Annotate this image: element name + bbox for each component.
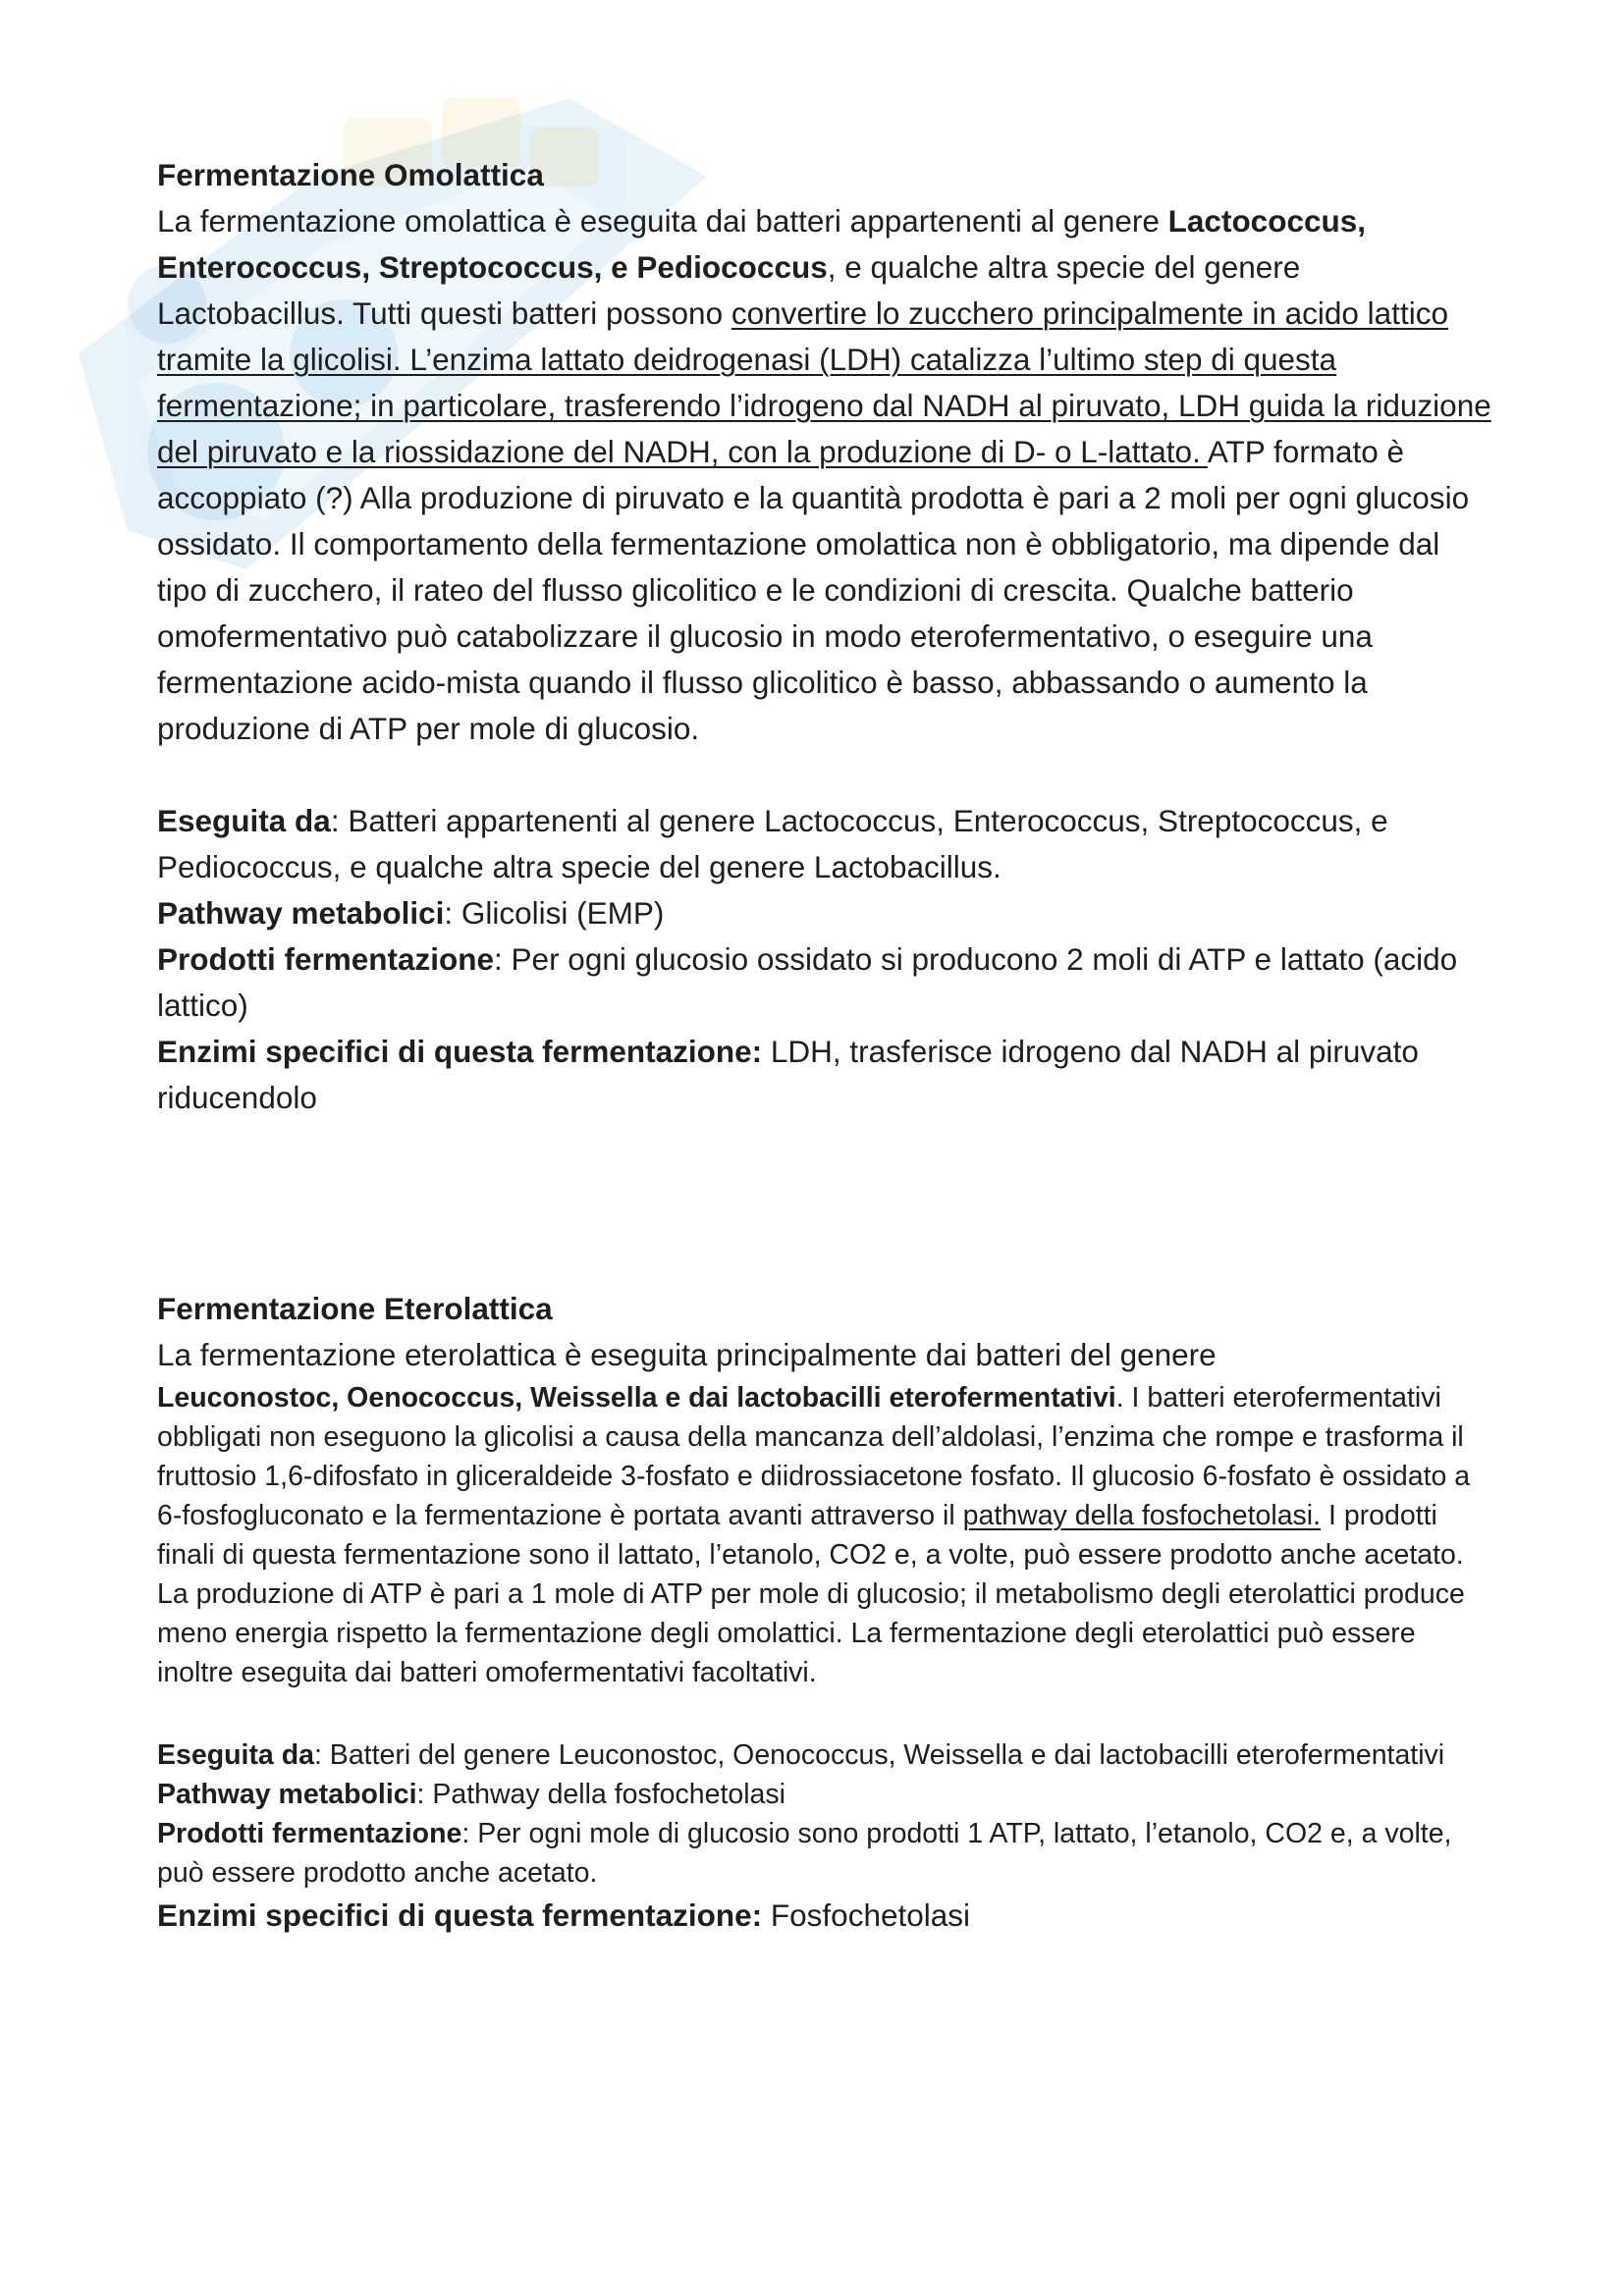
summary-eseguita: Eseguita da: Batteri del genere Leuconostoc, Oenococcus, Weissella e dai lactobacilli eterofermentativi [157,1739,1445,1771]
summary-enzimi: Enzimi specifici di questa fermentazione: Fosfochetolasi [157,1897,971,1933]
body-paragraph-intro: La fermentazione eterolattica è eseguita principalmente dai batteri del genere [157,1337,1217,1372]
summary-pathway: Pathway metabolici: Pathway della fosfochetolasi [157,1779,785,1810]
section-omolattica [157,152,1492,1121]
section-title: Fermentazione Eterolattica [157,1291,553,1326]
underlined-text: convertire lo zucchero principalmente in acido lattico tramite la glicolisi. L’enzima lattato deidrogenasi (LDH) catalizza l’ultimo step di questa fermentazione; in particolare, trasferendo l’idrogeno dal NADH al piruvato, LDH guida la riduzione del piruvato e la riossidazione del NADH, con la produzione di D- o L-lattato. [157,295,1491,469]
body-paragraph: La fermentazione omolattica è eseguita dai batteri appartenenti al genere Lactococcus, Enterococcus, Streptococcus, e Pediococcus, e qualche altra specie del genere Lactobacillus. Tutti questi batteri possono convertire lo zucchero principalmente in acido lattico tramite la glicolisi. L’enzima lattato deidrogenasi (LDH) catalizza l’ultimo step di questa fermentazione; in particolare, trasferendo l’idrogeno dal NADH al piruvato, LDH guida la riduzione del piruvato e la riossidazione del NADH, con la produzione di D- o L-lattato. ATP formato è accoppiato (?) Alla produzione di piruvato e la quantità prodotta è pari a 2 moli per ogni glucosio ossidato. Il comportamento della fermentazione omolattica non è obbligatorio, ma dipende dal tipo di zucchero, il rateo del flusso glicolitico e le condizioni di crescita. Qualche batterio omofermentativo può catabolizzare il glucosio in modo eterofermentativo, o eseguire una fermentazione acido-mista quando il flusso glicolitico è basso, abbassando o aumento la produzione di ATP per mole di glucosio. [157,203,1491,746]
summary-pathway: Pathway metabolici: Glicolisi (EMP) [157,895,665,931]
summary-prodotti: Prodotti fermentazione: Per ogni glucosio ossidato si producono 2 moli di ATP e lattato (acido lattico) [157,941,1458,1023]
underlined-text: pathway della fosfochetolasi. [962,1500,1322,1531]
summary-eseguita: Eseguita da: Batteri appartenenti al genere Lactococcus, Enterococcus, Streptococcus, e Pediococcus, e qualche altra specie del genere Lactobacillus. [157,803,1388,884]
summary-enzimi: Enzimi specifici di questa fermentazione: LDH, trasferisce idrogeno dal NADH al piruvato riducendolo [157,1034,1419,1115]
body-paragraph: Leuconostoc, Oenococcus, Weissella e dai lactobacilli eterofermentativi. I batteri eterofermentativi obbligati non eseguono la glicolisi a causa della mancanza dell’aldolasi, l’enzima che rompe e trasforma il fruttosio 1,6-difosfato in gliceraldeide 3-fosfato e diidrossiacetone fosfato. Il glucosio 6-fosfato è ossidato a 6-fosfogluconato e la fermentazione è portata avanti attraverso il pathway della fosfochetolasi. I prodotti finali di questa fermentazione sono il lattato, l’etanolo, CO2 e, a volte, può essere prodotto anche acetato. La produzione di ATP è pari a 1 mole di ATP per mole di glucosio; il metabolismo degli eterolattici produce meno energia rispetto la fermentazione degli omolattici. La fermentazione degli eterolattici può essere inoltre eseguita dai batteri omofermentativi facoltativi. [157,1382,1471,1688]
section-title: Fermentazione Omolattica [157,157,544,192]
summary-prodotti: Prodotti fermentazione: Per ogni mole di glucosio sono prodotti 1 ATP, lattato, l’etanolo, CO2 e, a volte, può essere prodotto anche acetato. [157,1818,1452,1889]
section-eterolattica [157,1286,1492,1939]
